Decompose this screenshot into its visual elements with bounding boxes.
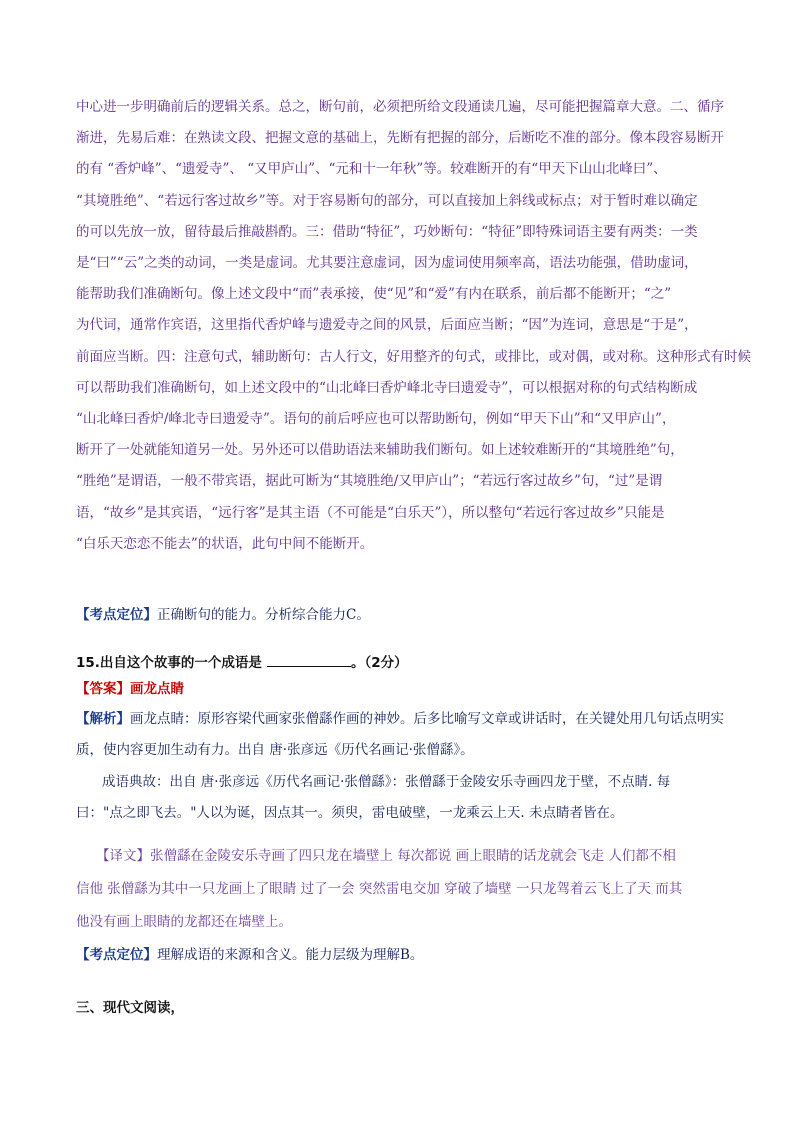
jiexi-line-1: 画龙点睛：原形容梁代画家张僧繇作画的神妙。后多比喻写文章或讲话时，在关键处用几句话点明实	[130, 711, 724, 727]
jiexi-line-2: 质，使内容更加生动有力。出自 唐·张彦远《历代名画记·张僧繇》。	[76, 742, 474, 758]
analysis-line: 是“曰”“云”之类的动词，一类是虚词。尤其要注意虚词，因为虚词使用频率高，语法功能强，借助虚词，	[76, 255, 698, 272]
jiexi-block	[76, 705, 756, 765]
answer-tag: 【答案】	[76, 681, 130, 697]
analysis-line: 断开了一处就能知道另一处。另外还可以借助语法来辅助我们断句。如上述较难断开的“其境胜绝”句，	[76, 442, 684, 459]
analysis-line: 的有 “香炉峰”、“遗爱寺”、 “又甲庐山”、“元和十一年秋”等。较难断开的有“甲天下山山北峰曰”、	[76, 161, 667, 178]
analysis-line: “胜绝”是谓语，一般不带宾语，据此可断为“其境胜绝/又甲庐山”；“若远行客过故乡”句，“过”是谓	[76, 473, 663, 490]
analysis-paragraph	[76, 92, 756, 560]
question-15	[76, 651, 756, 671]
analysis-line: “山北峰曰香炉/峰北寺曰遗爱寺”。语句的前后呼应也可以帮助断句，例如“甲天下山”和“又甲庐山”，	[76, 411, 676, 428]
kaodian-line-2	[76, 941, 756, 970]
kaodian-text-2: 理解成语的来源和含义。能力层级为理解B。	[157, 947, 424, 963]
analysis-line: 能帮助我们准确断句。像上述文段中“而”表承接，使“见”和“爱”有内在联系，前后都不能断开；“之”	[76, 286, 672, 303]
yiwen-line-3: 他没有画上眼睛的龙都还在墙壁上。	[76, 914, 292, 930]
yiwen-tag: 【译文】	[96, 848, 150, 864]
analysis-line: 前面应当断。四：注意句式，辅助断句：古人行文，好用整齐的句式，或排比，或对偶，或对称。这种形式有时候	[76, 348, 751, 365]
analysis-line: 的可以先放一放，留待最后推敲斟酌。三：借助“特征”，巧妙断句：“特征”即特殊词语主要有两类：一类	[76, 223, 698, 240]
analysis-line: 可以帮助我们准确断句，如上述文段中的“山北峰曰香炉峰北寺曰遗爱寺”，可以根据对称的句式结构断成	[76, 379, 698, 396]
question-15-prefix: 15.出自这个故事的一个成语是	[76, 655, 262, 671]
kaodian-tag-1: 【考点定位】	[76, 607, 157, 623]
kaodian-tag-2: 【考点定位】	[76, 947, 157, 963]
diangu-line-2: 曰："点之即飞去。"人以为诞，因点其一。须臾，雷电破壁，一龙乘云上天. 未点睛者皆在。	[76, 805, 624, 821]
yiwen-block	[76, 842, 756, 937]
analysis-line: 语，“故乡”是其宾语，“远行客”是其主语（不可能是“白乐天”），所以整句“若远行客过故乡”只能是	[76, 504, 665, 521]
kaodian-text-1: 正确断句的能力。分析综合能力C。	[157, 607, 370, 623]
kaodian-line-1	[76, 601, 756, 630]
jiexi-tag: 【解析】	[76, 711, 130, 727]
diangu-block	[76, 768, 756, 828]
answer-line	[76, 675, 756, 704]
diangu-line-1: 成语典故：出自 唐·张彦远《历代名画记·张僧繇》：张僧繇于金陵安乐寺画四龙于壁，不点睛. 每	[102, 774, 671, 790]
yiwen-line-1: 张僧繇在金陵安乐寺画了四只龙在墙壁上 每次都说 画上眼睛的话龙就会飞走 人们都不相	[150, 848, 676, 864]
analysis-line: 为代词，通常作宾语，这里指代香炉峰与遗爱寺之间的风景，后面应当断；“因”为连词，意思是“于是”，	[76, 317, 698, 334]
analysis-line: “白乐天恋恋不能去”的状语，此句中间不能断开。	[76, 535, 374, 552]
answer-text: 画龙点睛	[130, 681, 184, 697]
answer-blank	[267, 654, 351, 667]
analysis-line: 中心进一步明确前后的逻辑关系。总之，断句前，必须把所给文段通读几遍，尽可能把握篇章大意。二、循序	[76, 99, 724, 115]
section-3-heading: 三、现代文阅读，	[76, 1000, 184, 1016]
analysis-line: 渐进，先易后难：在熟读文段、把握文意的基础上，先断有把握的部分，后断吃不准的部分。像本段容易断开	[76, 130, 724, 147]
yiwen-line-2: 信他 张僧繇为其中一只龙画上了眼睛 过了一会 突然雷电交加 穿破了墙壁 一只龙驾着云飞上了天 而其	[76, 881, 683, 897]
analysis-line: “其境胜绝”、“若远行客过故乡”等。对于容易断句的部分，可以直接加上斜线或标点；对于暂时难以确定	[76, 192, 698, 209]
question-15-suffix: 。（2分）	[351, 655, 408, 671]
